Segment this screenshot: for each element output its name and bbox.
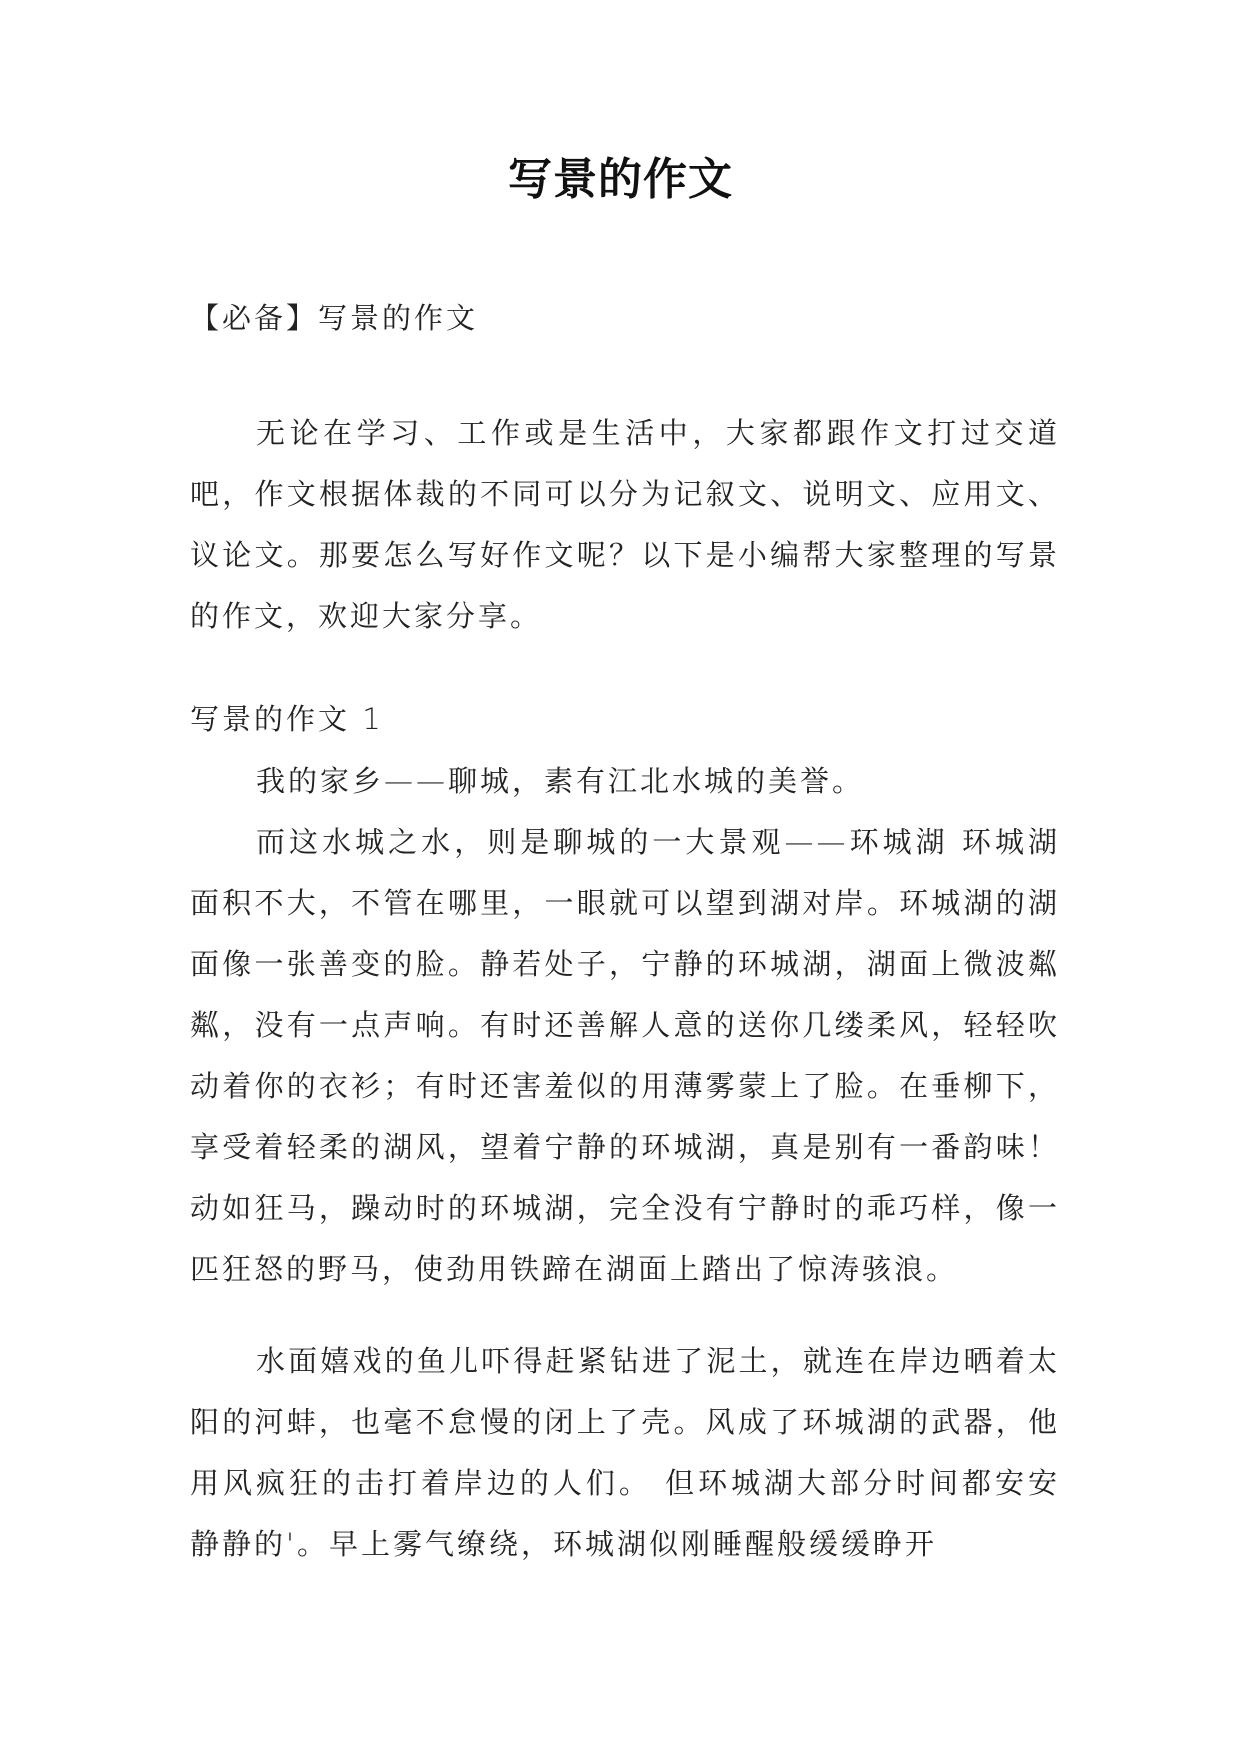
document-subtitle: 【必备】写景的作文 [190, 301, 479, 335]
body-paragraph-3: 水面嬉戏的鱼儿吓得赶紧钻进了泥土，就连在岸边晒着太阳的河蚌，也毫不怠慢的闭上了壳。风成了环城湖的武器，他用风疯狂的击打着岸边的人们。 但环城湖大部分时间都安安静静的'。早上雾气缭绕，环城湖似刚睡醒般缓缓睁开 [190, 1344, 1060, 1561]
section-heading: 写景的作文 1 [190, 702, 384, 736]
body-paragraph-1: 我的家乡——聊城，素有江北水城的美誉。 [256, 764, 865, 798]
intro-paragraph: 无论在学习、工作或是生活中，大家都跟作文打过交道吧，作文根据体裁的不同可以分为记叙文、说明文、应用文、议论文。那要怎么写好作文呢？以下是小编帮大家整理的写景的作文，欢迎大家分享。 [190, 416, 1060, 633]
body-paragraph-2: 而这水城之水，则是聊城的一大景观——环城湖 环城湖面积不大，不管在哪里，一眼就可以望到湖对岸。环城湖的湖面像一张善变的脸。静若处子，宁静的环城湖，湖面上微波粼粼，没有一点声响。有时还善解人意的送你几缕柔风，轻轻吹动着你的衣衫；有时还害羞似的用薄雾蒙上了脸。在垂柳下，享受着轻柔的湖风，望着宁静的环城湖，真是别有一番韵味！动如狂马，躁动时的环城湖，完全没有宁静时的乖巧样，像一匹狂怒的野马，使劲用铁蹄在湖面上踏出了惊涛骇浪。 [190, 825, 1060, 1286]
document-title: 写景的作文 [508, 154, 733, 205]
